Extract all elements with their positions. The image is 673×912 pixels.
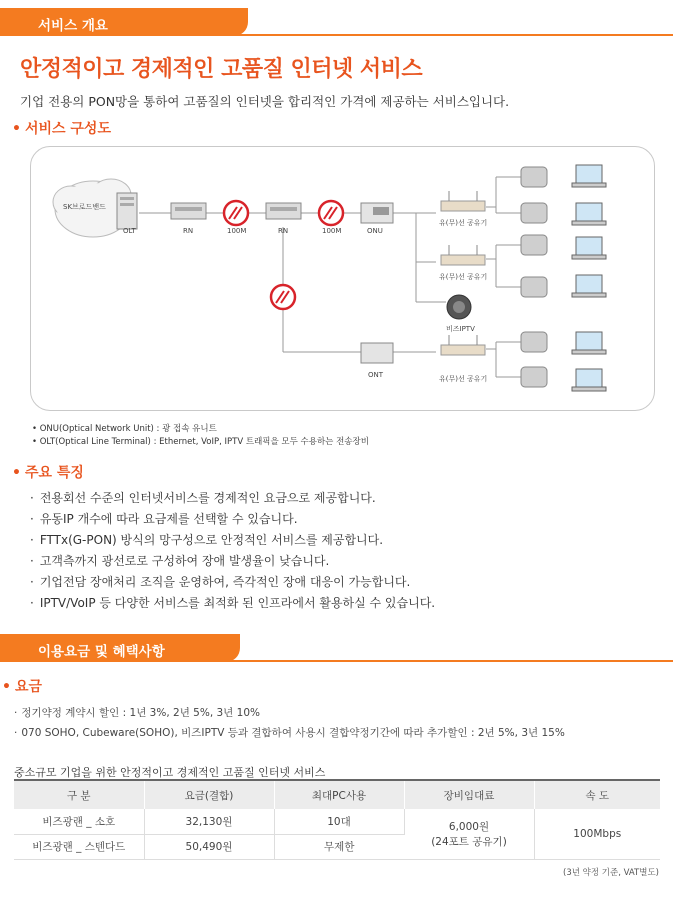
router-icon	[441, 191, 485, 211]
olt-label: OLT	[123, 227, 136, 235]
feature-item: · 고객측까지 광선로로 구성하여 장애 발생율이 낮습니다.	[30, 551, 435, 572]
link-speed-label-1: 100M	[227, 227, 247, 235]
router-label-3: 유(무)선 공유기	[439, 375, 488, 383]
header-price: 요금(결합)	[144, 781, 274, 809]
phone-icon	[521, 367, 547, 387]
router-label-2: 유(무)선 공유기	[439, 273, 488, 281]
ont-device-icon	[361, 343, 393, 363]
header-speed: 속 도	[534, 781, 660, 809]
section-divider	[0, 660, 673, 662]
table-title: 중소규모 기업을 위한 안정적이고 경제적인 고품질 인터넷 서비스	[14, 766, 326, 779]
row-price: 32,130원	[144, 809, 274, 834]
composition-heading: • 서비스 구성도	[12, 121, 111, 137]
section-tab-overview: 서비스 개요	[0, 8, 248, 36]
laptop-icon	[572, 165, 606, 187]
service-diagram	[30, 146, 655, 411]
feature-item: · 전용회선 수준의 인터넷서비스를 경제적인 요금으로 제공합니다.	[30, 488, 435, 509]
row-price: 50,490원	[144, 834, 274, 859]
fiber-link-icon	[319, 201, 343, 225]
header-max-pc: 최대PC사용	[274, 781, 404, 809]
fee-note: · 070 SOHO, Cubeware(SOHO), 비즈IPTV 등과 결합하여 사용시 결합약정기간에 따라 추가할인 : 2년 5%, 3년 15%	[14, 723, 565, 743]
feature-item: · 기업전담 장애처리 조직을 운영하여, 즉각적인 장애 대응이 가능합니다.	[30, 572, 435, 593]
rn-device-icon	[171, 203, 206, 219]
phone-icon	[521, 235, 547, 255]
laptop-icon	[572, 237, 606, 259]
features-list	[30, 488, 435, 614]
table-header-row	[14, 781, 660, 809]
equipment-fee-cell	[404, 809, 534, 859]
row-name: 비즈광랜 _ 스텐다드	[14, 834, 144, 859]
phone-icon	[521, 167, 547, 187]
equipment-fee-amount: 6,000원	[448, 820, 490, 833]
section-tab-pricing: 이용요금 및 혜택사항	[0, 634, 240, 662]
lead-text: 기업 전용의 PON망을 통하여 고품질의 인터넷을 합리적인 가격에 제공하는 서비스입니다.	[20, 94, 510, 109]
iptv-label: 비즈IPTV	[446, 325, 475, 333]
footnote: (3년 약정 기준, VAT별도)	[563, 868, 659, 878]
cloud-label: SK브로드밴드	[63, 203, 106, 211]
section-divider	[0, 34, 673, 36]
fee-notes-list	[14, 703, 565, 743]
fee-note: · 정기약정 계약시 할인 : 1년 3%, 2년 5%, 3년 10%	[14, 703, 565, 723]
network-diagram-svg	[31, 147, 656, 412]
rn-label-2: RN	[278, 227, 289, 235]
row-max-pc: 무제한	[274, 834, 404, 859]
fiber-link-icon	[271, 285, 295, 309]
router-icon	[441, 245, 485, 265]
iptv-icon	[447, 295, 471, 319]
router-icon	[441, 335, 485, 355]
laptop-icon	[572, 332, 606, 354]
router-label-1: 유(무)선 공유기	[439, 219, 488, 227]
note-olt: • OLT(Optical Line Terminal) : Ethernet, VoIP, IPTV 트래픽을 모두 수용하는 전송장비	[32, 437, 369, 447]
ont-label: ONT	[368, 371, 384, 379]
fees-heading: • 요금	[2, 679, 43, 695]
feature-item: · 유동IP 개수에 따라 요금제를 선택할 수 있습니다.	[30, 509, 435, 530]
fiber-link-icon	[224, 201, 248, 225]
speed-cell: 100Mbps	[534, 809, 660, 859]
row-max-pc: 10대	[274, 809, 404, 834]
link-speed-label-2: 100M	[322, 227, 342, 235]
laptop-icon	[572, 275, 606, 297]
pricing-table	[14, 781, 660, 860]
equipment-fee-note: (24포트 공유기)	[431, 835, 507, 848]
phone-icon	[521, 203, 547, 223]
table-row	[14, 809, 660, 834]
row-name: 비즈광랜 _ 소호	[14, 809, 144, 834]
phone-icon	[521, 277, 547, 297]
diagram-notes	[32, 423, 369, 449]
phone-icon	[521, 332, 547, 352]
onu-device-icon	[361, 203, 393, 223]
feature-item: · IPTV/VoIP 등 다양한 서비스를 최적화 된 인프라에서 활용하실 수 있습니다.	[30, 593, 435, 614]
feature-item: · FTTx(G-PON) 방식의 망구성으로 안정적인 서비스를 제공합니다.	[30, 530, 435, 551]
note-onu: • ONU(Optical Network Unit) : 광 접속 유니트	[32, 424, 217, 434]
rn-device-icon	[266, 203, 301, 219]
laptop-icon	[572, 203, 606, 225]
rn-label-1: RN	[183, 227, 194, 235]
olt-device-icon	[117, 193, 137, 229]
header-category: 구 분	[14, 781, 144, 809]
page-headline: 안정적이고 경제적인 고품질 인터넷 서비스	[20, 57, 423, 82]
features-heading: • 주요 특징	[12, 465, 84, 481]
onu-label: ONU	[367, 227, 383, 235]
header-equipment-fee: 장비임대료	[404, 781, 534, 809]
laptop-icon	[572, 369, 606, 391]
